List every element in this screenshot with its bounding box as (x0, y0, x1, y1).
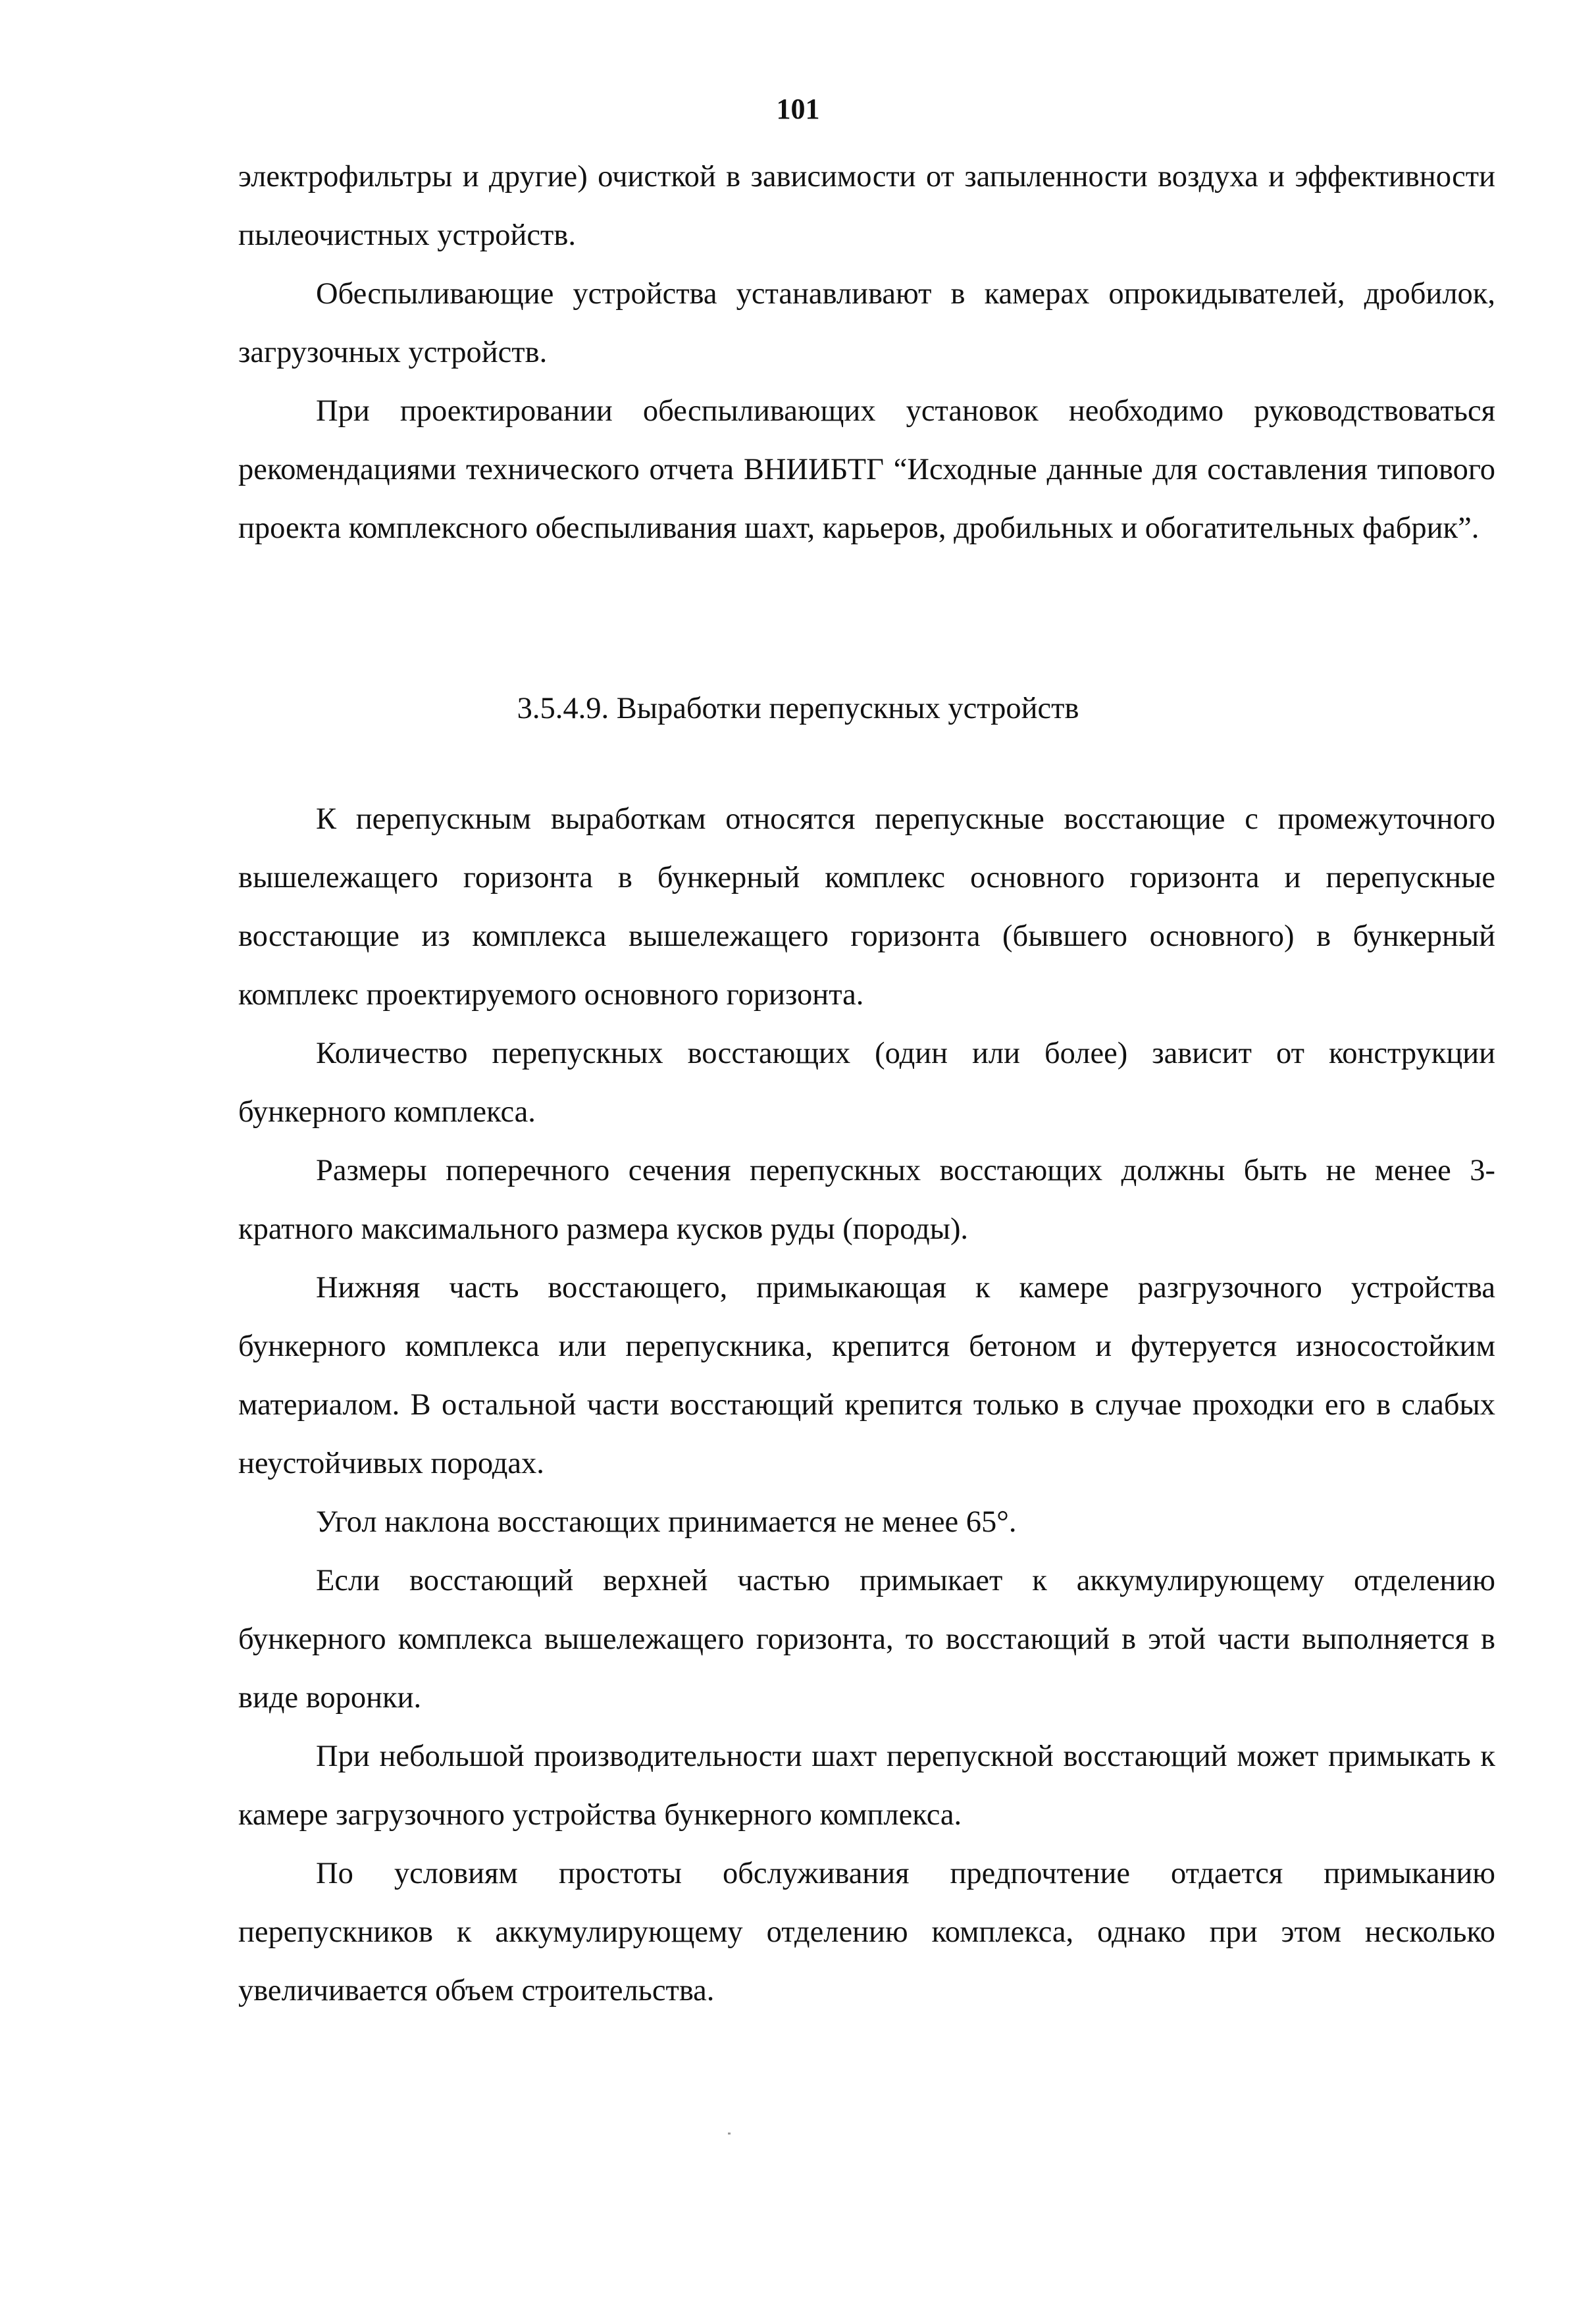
scan-speck (728, 2133, 731, 2135)
top-text-block (238, 147, 1495, 557)
paragraph: Нижняя часть восстающего, примыкающая к камере разгрузочного устройства бункерного комплекса или перепускника, крепится бетоном и футеруется износостойким материалом. В остальной части восстающий крепится только в случае проходки его в слабых неустойчивых породах. (238, 1271, 1495, 1480)
page-number: 101 (776, 93, 820, 125)
paragraph: Размеры поперечного сечения перепускных восстающих должны быть не менее 3-кратного максимального размера кусков руды (породы). (238, 1154, 1495, 1246)
paragraph: Количество перепускных восстающих (один или более) зависит от конструкции бункерного комплекса. (238, 1037, 1495, 1129)
paragraph-continued: электрофильтры и другие) очисткой в зависимости от запыленности воздуха и эффективности пылеочистных устройств. (238, 160, 1495, 252)
paragraph: К перепускным выработкам относятся перепускные восстающие с промежуточного вышележащего горизонта в бункерный комплекс основного горизонта и перепускные восстающие из комплекса вышележащего горизонта (бывшего основного) в бункерный комплекс проектируемого основного горизонта. (238, 802, 1495, 1012)
paragraph: Обеспыливающие устройства устанавливают в камерах опрокидывателей, дробилок, загрузочных устройств. (238, 277, 1495, 369)
paragraph: Угол наклона восстающих принимается не менее 65°. (316, 1505, 1017, 1539)
paragraph: Если восстающий верхней частью примыкает к аккумулирующему отделению бункерного комплекса вышележащего горизонта, то восстающий в этой части выполняется в виде воронки. (238, 1564, 1495, 1715)
section-text-block (238, 790, 1495, 2020)
section-heading: 3.5.4.9. Выработки перепускных устройств (517, 692, 1079, 725)
paragraph: При проектировании обеспыливающих установок необходимо руководствоваться рекомендациями технического отчета ВНИИБТГ “Исходные данные для составления типового проекта комплексного обеспыливания шахт, карьеров, дробильных и обогатительных фабрик”. (238, 394, 1495, 545)
paragraph: По условиям простоты обслуживания предпочтение отдается примыканию перепускников к аккумулирующему отделению комплекса, однако при этом несколько увеличивается объем строительства. (238, 1857, 1495, 2007)
paragraph: При небольшой производительности шахт перепускной восстающий может примыкать к камере загрузочного устройства бункерного комплекса. (238, 1740, 1495, 1832)
